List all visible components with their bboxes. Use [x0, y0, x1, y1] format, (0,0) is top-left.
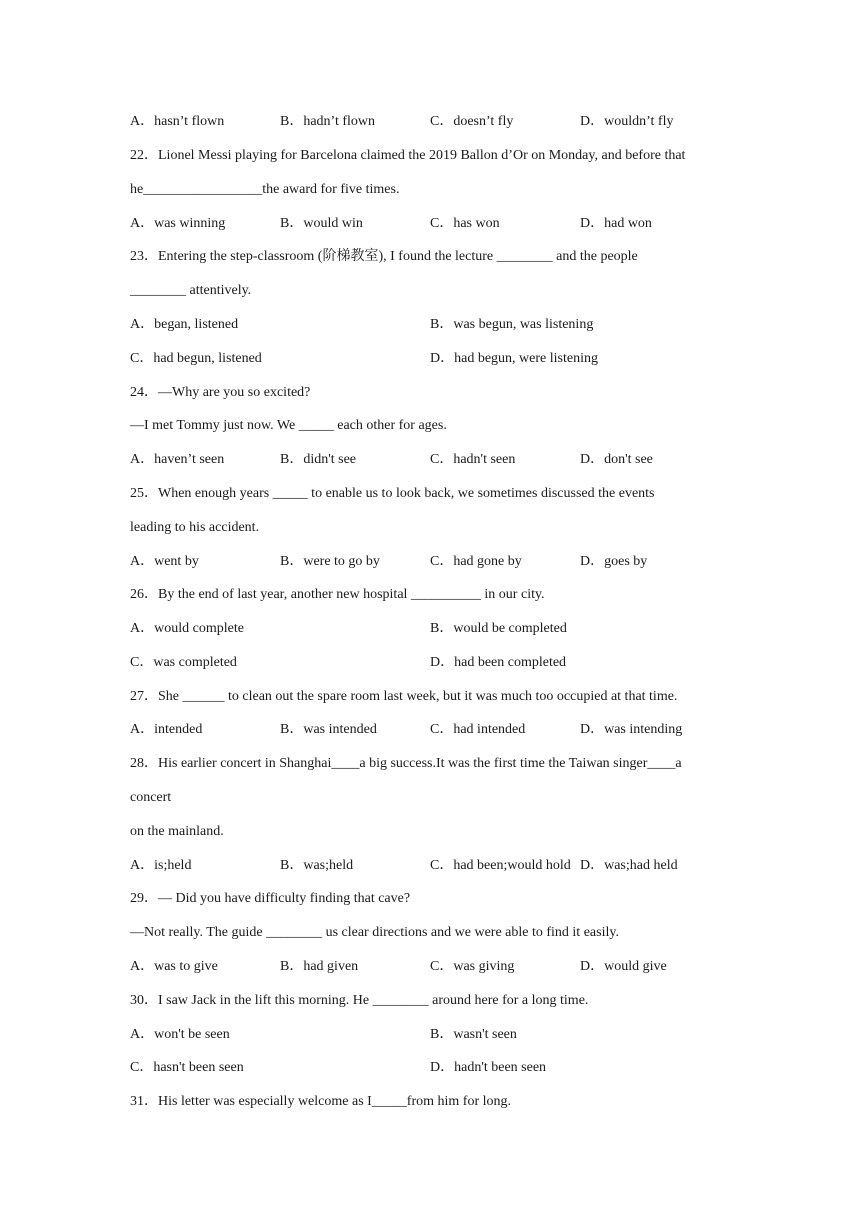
q24-stem-cont: —I met Tommy just now. We _____ each other for ages.	[130, 418, 447, 433]
q25-option-a: A．went by	[130, 554, 199, 569]
q22-option-b: B．would win	[280, 216, 363, 231]
q25-stem-cont: leading to his accident.	[130, 520, 260, 535]
q28-options	[130, 857, 750, 875]
q25-option-c: C．had gone by	[430, 554, 522, 569]
q30-option-b: B．wasn't seen	[430, 1027, 517, 1042]
q24-option-b: B．didn't see	[280, 452, 357, 467]
q23-option-c: C．had begun, listened	[130, 351, 262, 366]
q22-stem-cont: he_________________the award for five times.	[130, 182, 400, 197]
q25-options	[130, 553, 750, 571]
q21-option-b: B．hadn’t flown	[280, 114, 376, 129]
q28-option-d: D．was;had held	[580, 858, 678, 873]
q23-stem: 23．Entering the step-classroom (阶梯教室), I found the lecture ________ and the people	[130, 249, 638, 264]
q25-stem: 25．When enough years _____ to enable us to look back, we sometimes discussed the events	[130, 486, 655, 501]
q26-stem: 26．By the end of last year, another new hospital __________ in our city.	[130, 587, 545, 602]
q26-option-c: C．was completed	[130, 655, 237, 670]
q24-option-a: A．haven’t seen	[130, 452, 225, 467]
q22-stem: 22．Lionel Messi playing for Barcelona claimed the 2019 Ballon d’Or on Monday, and before that	[130, 148, 686, 163]
q30-option-d: D．hadn't been seen	[430, 1060, 547, 1075]
q29-stem: 29．— Did you have difficulty finding that cave?	[130, 891, 411, 906]
q26-options-row2	[130, 654, 750, 672]
q28-option-c: C．had been;would hold	[430, 858, 571, 873]
q24-options	[130, 451, 750, 469]
q26-options-row1	[130, 620, 750, 638]
q27-options	[130, 721, 750, 739]
q28-stem-cont: concert	[130, 790, 172, 805]
q21-option-c: C．doesn’t fly	[430, 114, 514, 129]
q23-stem-cont: ________ attentively.	[130, 283, 252, 298]
q22-option-c: C．has won	[430, 216, 500, 231]
q29-option-c: C．was giving	[430, 959, 515, 974]
q30-options-row2	[130, 1059, 750, 1077]
q23-options-row1	[130, 316, 750, 334]
q23-option-a: A．began, listened	[130, 317, 239, 332]
q28-option-a: A．is;held	[130, 858, 192, 873]
q28-stem: 28．His earlier concert in Shanghai____a big success.It was the first time the Taiwan singer____a	[130, 756, 682, 771]
q30-options-row1	[130, 1026, 750, 1044]
q26-option-a: A．would complete	[130, 621, 244, 636]
q24-stem: 24．—Why are you so excited?	[130, 385, 311, 400]
q21-options	[130, 113, 750, 131]
q28-option-b: B．was;held	[280, 858, 354, 873]
q27-option-b: B．was intended	[280, 722, 377, 737]
q24-option-c: C．hadn't seen	[430, 452, 516, 467]
q27-option-d: D．was intending	[580, 722, 683, 737]
q27-option-c: C．had intended	[430, 722, 526, 737]
q22-option-a: A．was winning	[130, 216, 226, 231]
q21-option-d: D．wouldn’t fly	[580, 114, 674, 129]
q24-option-d: D．don't see	[580, 452, 653, 467]
q30-stem: 30．I saw Jack in the lift this morning. He ________ around here for a long time.	[130, 993, 589, 1008]
q29-option-b: B．had given	[280, 959, 359, 974]
q21-option-a: A．hasn’t flown	[130, 114, 225, 129]
q31-stem: 31．His letter was especially welcome as I_____from him for long.	[130, 1094, 512, 1109]
q30-option-c: C．hasn't been seen	[130, 1060, 244, 1075]
q29-options	[130, 958, 750, 976]
q27-stem: 27．She ______ to clean out the spare room last week, but it was much too occupied at that time.	[130, 689, 678, 704]
q22-options	[130, 215, 750, 233]
q29-option-d: D．would give	[580, 959, 667, 974]
q29-stem-cont: —Not really. The guide ________ us clear directions and we were able to find it easily.	[130, 925, 619, 940]
q23-option-b: B．was begun, was listening	[430, 317, 594, 332]
q26-option-b: B．would be completed	[430, 621, 567, 636]
q30-option-a: A．won't be seen	[130, 1027, 230, 1042]
q28-stem-cont-2: on the mainland.	[130, 824, 224, 839]
q26-option-d: D．had been completed	[430, 655, 567, 670]
q29-option-a: A．was to give	[130, 959, 218, 974]
q27-option-a: A．intended	[130, 722, 203, 737]
q23-option-d: D．had begun, were listening	[430, 351, 598, 366]
q23-options-row2	[130, 350, 750, 368]
q25-option-d: D．goes by	[580, 554, 648, 569]
q25-option-b: B．were to go by	[280, 554, 380, 569]
q22-option-d: D．had won	[580, 216, 652, 231]
